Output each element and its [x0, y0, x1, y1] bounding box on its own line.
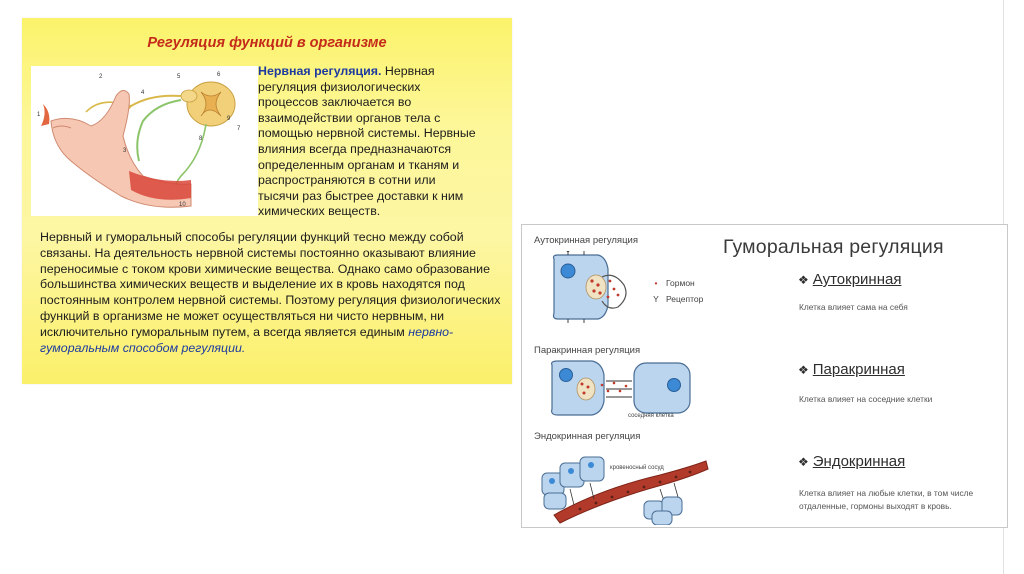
nervous-regulation-slide: [22, 18, 512, 384]
panel-title: Гуморальная регуляция: [723, 236, 944, 258]
hormone-dot-icon: •: [654, 278, 658, 288]
fig-number-9: 9: [227, 116, 231, 122]
fig-number-5: 5: [177, 74, 181, 80]
fig-number-8: 8: [199, 136, 203, 142]
slide-title: Регуляция функций в организме: [147, 35, 387, 51]
autocrine-description: Клетка влияет сама на себя: [799, 302, 908, 312]
paracrine-heading: [798, 361, 905, 378]
endocrine-section-label: Эндокринная регуляция: [534, 431, 641, 442]
fig-number-10: 10: [179, 202, 186, 208]
autocrine-section-label: Аутокринная регуляция: [534, 235, 638, 246]
diamond-bullet-icon: ❖: [798, 454, 809, 469]
endocrine-heading: [798, 453, 905, 470]
nervous-regulation-lead: Нервная регуляция.: [258, 64, 382, 78]
neuro-humoral-text: Нервный и гуморальный способы регуляции функций тесно между собой связаны. На деятельность нервной системы постоянно оказывают влияние переносимые с током крови химические вещества. Однако само образование большинства химических веществ и выделение их в кровь находятся под постоянным контролем нервной системы. Поэтому регуляция физиологических функций в организме не может осуществляться ни чисто нервным, ни исключительно гуморальным путем, а всегда является единым: [40, 230, 501, 339]
reflex-arc-image: [31, 66, 258, 216]
legend-hormone: Гормон: [666, 278, 695, 288]
nervous-regulation-text: Нервная регуляция физиологических процессов заключается во взаимодействии органов тела с помощью нервной системы. Нервные влияния всегда предназначаются определенным органам и тканям и распространяются в сотни или тысячи раз быстрее доставки к ним химических веществ.: [258, 64, 476, 219]
autocrine-diagram: [548, 251, 642, 323]
fig-number-6: 6: [217, 72, 221, 78]
reflex-arc-illustration: [31, 66, 258, 216]
hormone-receptor-legend: [650, 275, 703, 307]
paracrine-diagram: [546, 359, 696, 417]
endocrine-description: Клетка влияет на любые клетки, в том числе отдаленные, гормоны выходят в кровь.: [799, 488, 974, 511]
fig-number-1: 1: [37, 112, 41, 118]
autocrine-name: Аутокринная: [812, 271, 902, 288]
fig-number-4: 4: [141, 90, 145, 96]
receptor-icon: Y: [653, 294, 659, 304]
blood-vessel-label: кровеносный сосуд: [610, 465, 664, 471]
neuro-humoral-tail: нервно-гуморальным способом регуляции.: [40, 324, 454, 355]
paracrine-name: Паракринная: [812, 361, 905, 378]
fig-number-2: 2: [99, 74, 103, 80]
endocrine-name: Эндокринная: [812, 453, 906, 470]
humoral-regulation-panel: [521, 224, 1008, 528]
fig-number-3: 3: [123, 148, 127, 154]
nervous-regulation-paragraph: [258, 64, 478, 220]
neuro-humoral-paragraph: [40, 230, 505, 356]
diamond-bullet-icon: ❖: [798, 362, 809, 377]
diamond-bullet-icon: ❖: [798, 272, 809, 287]
paracrine-description: Клетка влияет на соседние клетки: [799, 394, 933, 404]
fig-number-7: 7: [237, 126, 241, 132]
endocrine-diagram: [540, 449, 710, 525]
legend-receptor: Рецептор: [666, 294, 704, 304]
autocrine-heading: [798, 271, 901, 288]
neighbor-cell-label: соседняя клетка: [628, 413, 674, 419]
paracrine-section-label: Паракринная регуляция: [534, 345, 641, 356]
